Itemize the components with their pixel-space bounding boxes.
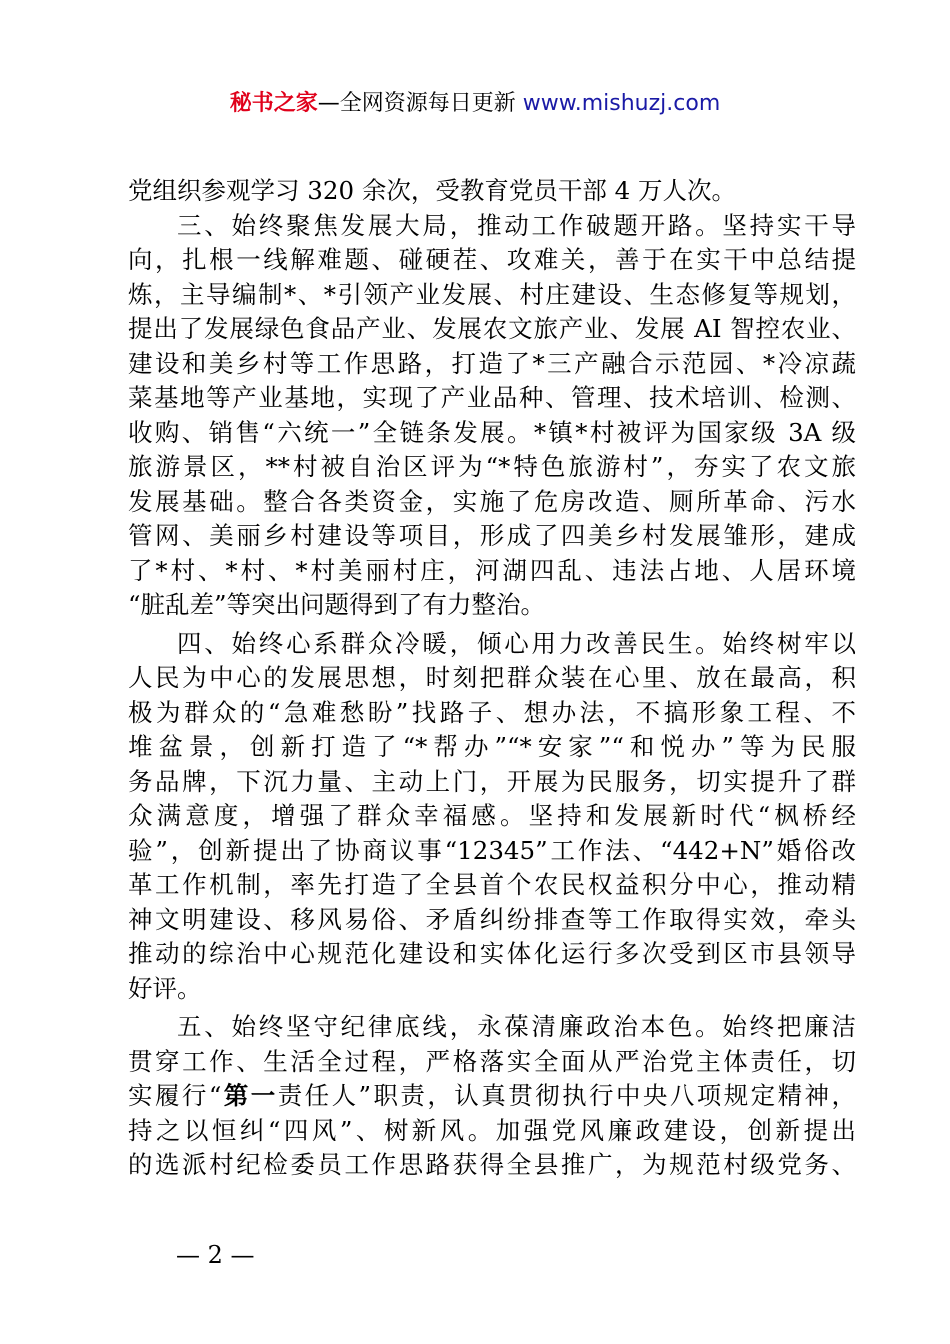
document-body xyxy=(128,174,856,1183)
section-heading-line: 四、始终心系群众冷暖，倾心用力改善民生。始终树牢以 xyxy=(177,628,856,658)
text-line: 提出了发展绿色食品产业、发展农文旅产业、发展 AI 智控农业、 xyxy=(128,314,856,343)
site-name: 秘书之家 xyxy=(229,91,318,116)
text-line: 的选派村纪检委员工作思路获得全县推广，为规范村级党务、 xyxy=(128,1150,856,1179)
text-line: 众满意度，增强了群众幸福感。坚持和发展新时代“枫桥经 xyxy=(128,801,856,830)
text-line: 务品牌，下沉力量、主动上门，开展为民服务，切实提升了群 xyxy=(128,766,856,796)
text-line: 极为群众的“急难愁盼”找路子、想办法，不搞形象工程、不 xyxy=(128,697,856,727)
text-line: 菜基地等产业基地，实现了产业品种、管理、技术培训、检测、 xyxy=(128,383,856,412)
text-line: 持之以恒纠“四风”、树新风。加强党风廉政建设，创新提出 xyxy=(128,1115,856,1145)
text-line: 向，扎根一线解难题、碰硬茬、攻难关，善于在实干中总结提 xyxy=(128,245,856,274)
text-line: 建设和美乡村等工作思路，打造了*三产融合示范园、*冷凉蔬 xyxy=(128,348,856,378)
text-line: 好评。 xyxy=(128,973,202,1003)
site-url-link[interactable]: www.mishuzj.com xyxy=(522,91,721,116)
text-line: 管网、美丽乡村建设等项目，形成了四美乡村发展雏形，建成 xyxy=(128,521,856,550)
text-segment: 责任人”职责，认真贯彻执行中央八项规定精神， xyxy=(277,1081,856,1110)
text-segment: 实履行“ xyxy=(128,1081,222,1110)
text-line: 推动的综治中心规范化建设和实体化运行多次受到区市县领导 xyxy=(128,939,856,968)
text-line: 发展基础。整合各类资金，实施了危房改造、厕所革命、污水 xyxy=(128,486,856,516)
text-line: 收购、销售“六统一”全链条发展。*镇*村被评为国家级 3A 级 xyxy=(128,417,856,447)
text-line: 革工作机制，率先打造了全县首个农民权益积分中心，推动精 xyxy=(128,870,856,899)
page-header xyxy=(0,86,950,122)
text-line: 党组织参观学习 320 余次，受教育党员干部 4 万人次。 xyxy=(128,176,736,205)
text-line: 验”，创新提出了协商议事“12345”工作法、“442+N”婚俗改 xyxy=(128,835,856,865)
text-line: 贯穿工作、生活全过程，严格落实全面从严治党主体责任，切 xyxy=(128,1046,856,1076)
text-line: 神文明建设、移风易俗、矛盾纠纷排查等工作取得实效，牵头 xyxy=(128,904,856,934)
text-line: 旅游景区，**村被自治区评为“*特色旅游村”，夯实了农文旅 xyxy=(128,452,856,481)
section-heading-line: 五、始终坚守纪律底线，永葆清廉政治本色。始终把廉洁 xyxy=(177,1012,856,1041)
site-tagline: —全网资源每日更新 xyxy=(317,91,523,116)
text-line xyxy=(128,1079,856,1114)
bold-text: 第一 xyxy=(221,1081,278,1110)
text-line: 炼，主导编制*、*引领产业发展、村庄建设、生态修复等规划， xyxy=(128,279,856,309)
section-heading-line: 三、始终聚焦发展大局，推动工作破题开路。坚持实干导 xyxy=(177,210,856,240)
text-line: 堆盆景，创新打造了“*帮办”“*安家”“和悦办”等为民服 xyxy=(128,732,856,761)
text-line: 人民为中心的发展思想，时刻把群众装在心里、放在最高，积 xyxy=(128,663,856,692)
text-line: 了*村、*村、*村美丽村庄，河湖四乱、违法占地、人居环境 xyxy=(128,555,856,585)
text-line: “脏乱差”等突出问题得到了有力整治。 xyxy=(128,590,546,619)
page-number: — 2 — xyxy=(176,1241,255,1269)
